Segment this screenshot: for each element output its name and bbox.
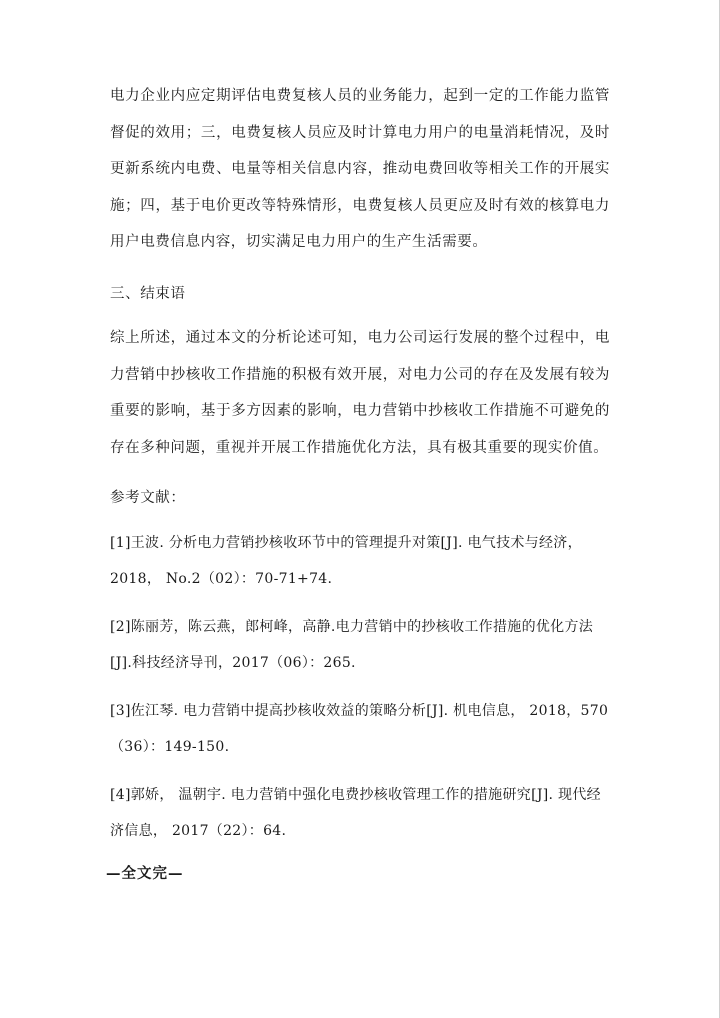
- reference-item: [2]陈丽芳，陈云燕，郎柯峰，高静.电力营销中的抄核收工作措施的优化方法[J].科技经济导刊，2017（06）：265.: [110, 618, 594, 671]
- references-title: 参考文献：: [110, 490, 186, 506]
- reference-item: [3]佐江琴. 电力营销中提高抄核收效益的策略分析[J]. 机电信息， 2018，570（36）：149-150.: [110, 702, 609, 755]
- reference-item: [4]郭娇， 温朝宇. 电力营销中强化电费抄核收管理工作的措施研究[J]. 现代经济信息， 2017（22）：64.: [110, 786, 601, 839]
- paragraph-1: 电力企业内应定期评估电费复核人员的业务能力，起到一定的工作能力监管督促的效用；三，电费复核人员应及时计算电力用户的电量消耗情况，及时更新系统内电费、电量等相关信息内容，推动电费回收等相关工作的开展实施；四，基于电价更改等特殊情形，电费复核人员更应及时有效的核算电力用户电费信息内容，切实满足电力用户的生产生活需要。: [110, 88, 610, 250]
- end-of-document-mark: —全文完—: [106, 865, 184, 882]
- reference-item: [1]王波. 分析电力营销抄核收环节中的管理提升对策[J]. 电气技术与经济，2018， No.2（02）：70-71+74.: [110, 534, 582, 587]
- document-body: [110, 78, 610, 849]
- paragraph-2: 综上所述，通过本文的分析论述可知，电力公司运行发展的整个过程中，电力营销中抄核收工作措施的积极有效开展，对电力公司的存在及发展有较为重要的影响，基于多方因素的影响，电力营销中抄核收工作措施不可避免的存在多种问题，重视并开展工作措施优化方法，具有极其重要的现实价值。: [110, 330, 610, 456]
- section-heading: 三、结束语: [110, 285, 186, 302]
- references-list: [110, 525, 610, 849]
